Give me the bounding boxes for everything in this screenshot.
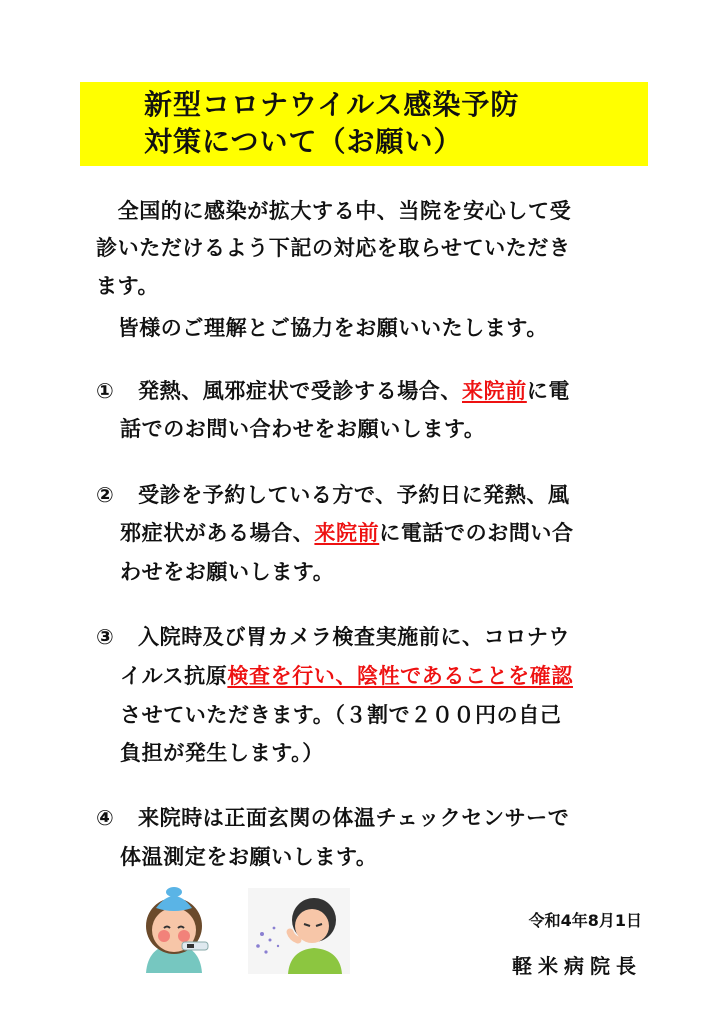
intro-line-3: ます。	[96, 274, 160, 298]
item-3-line-3: させていただきます。（３割で２００円の自己	[120, 703, 562, 727]
item-3-text-a: イルス抗原	[120, 664, 228, 688]
item-1-number: ①	[96, 379, 115, 403]
item-2-emphasis: 来院前	[314, 521, 380, 545]
item-4-line-2: 体温測定をお願いします。	[120, 845, 378, 869]
item-1-text: 発熱、風邪症状で受診する場合、	[138, 379, 462, 403]
item-4-line-1	[96, 803, 569, 833]
item-1-line-2: 話でのお問い合わせをお願いします。	[120, 417, 486, 441]
fever-child-illustration	[124, 878, 224, 973]
item-2-text: 受診を予約している方で、予約日に発熱、風	[138, 483, 570, 507]
item-1-line-1	[96, 376, 570, 406]
item-3-number: ③	[96, 625, 115, 649]
item-2-number: ②	[96, 483, 115, 507]
item-1-text-tail: に電	[526, 379, 571, 403]
title-line-2: 対策について（お願い）	[144, 125, 463, 158]
item-2-text-b: に電話でのお問い合	[379, 521, 574, 545]
title-line-1: 新型コロナウイルス感染予防	[144, 88, 520, 121]
issue-date: 令和4年8月1日	[528, 911, 642, 930]
item-2-line-2	[120, 518, 574, 548]
item-3-line-1	[96, 622, 570, 652]
item-2-text-a: 邪症状がある場合、	[120, 521, 315, 545]
item-3-emphasis: 検査を行い、陰性であることを確認	[227, 664, 573, 688]
item-3-line-4: 負担が発生します。）	[120, 741, 324, 765]
coughing-boy-illustration	[248, 888, 350, 974]
item-4-number: ④	[96, 806, 115, 830]
item-3-text: 入院時及び胃カメラ検査実施前に、コロナウ	[138, 625, 570, 649]
item-2-line-3: わせをお願いします。	[120, 560, 335, 584]
item-3-line-2	[120, 661, 573, 691]
title-banner	[80, 82, 648, 166]
item-2-line-1	[96, 480, 570, 510]
item-1-emphasis: 来院前	[462, 379, 527, 403]
intro-line-4: 皆様のご理解とご協力をお願いいたします。	[96, 316, 548, 340]
signature: 軽米病院長	[512, 954, 642, 978]
item-4-text: 来院時は正面玄関の体温チェックセンサーで	[138, 806, 570, 830]
intro-line-1: 全国的に感染が拡大する中、当院を安心して受	[96, 199, 572, 223]
intro-line-2: 診いただけるよう下記の対応を取らせていただき	[96, 236, 571, 260]
